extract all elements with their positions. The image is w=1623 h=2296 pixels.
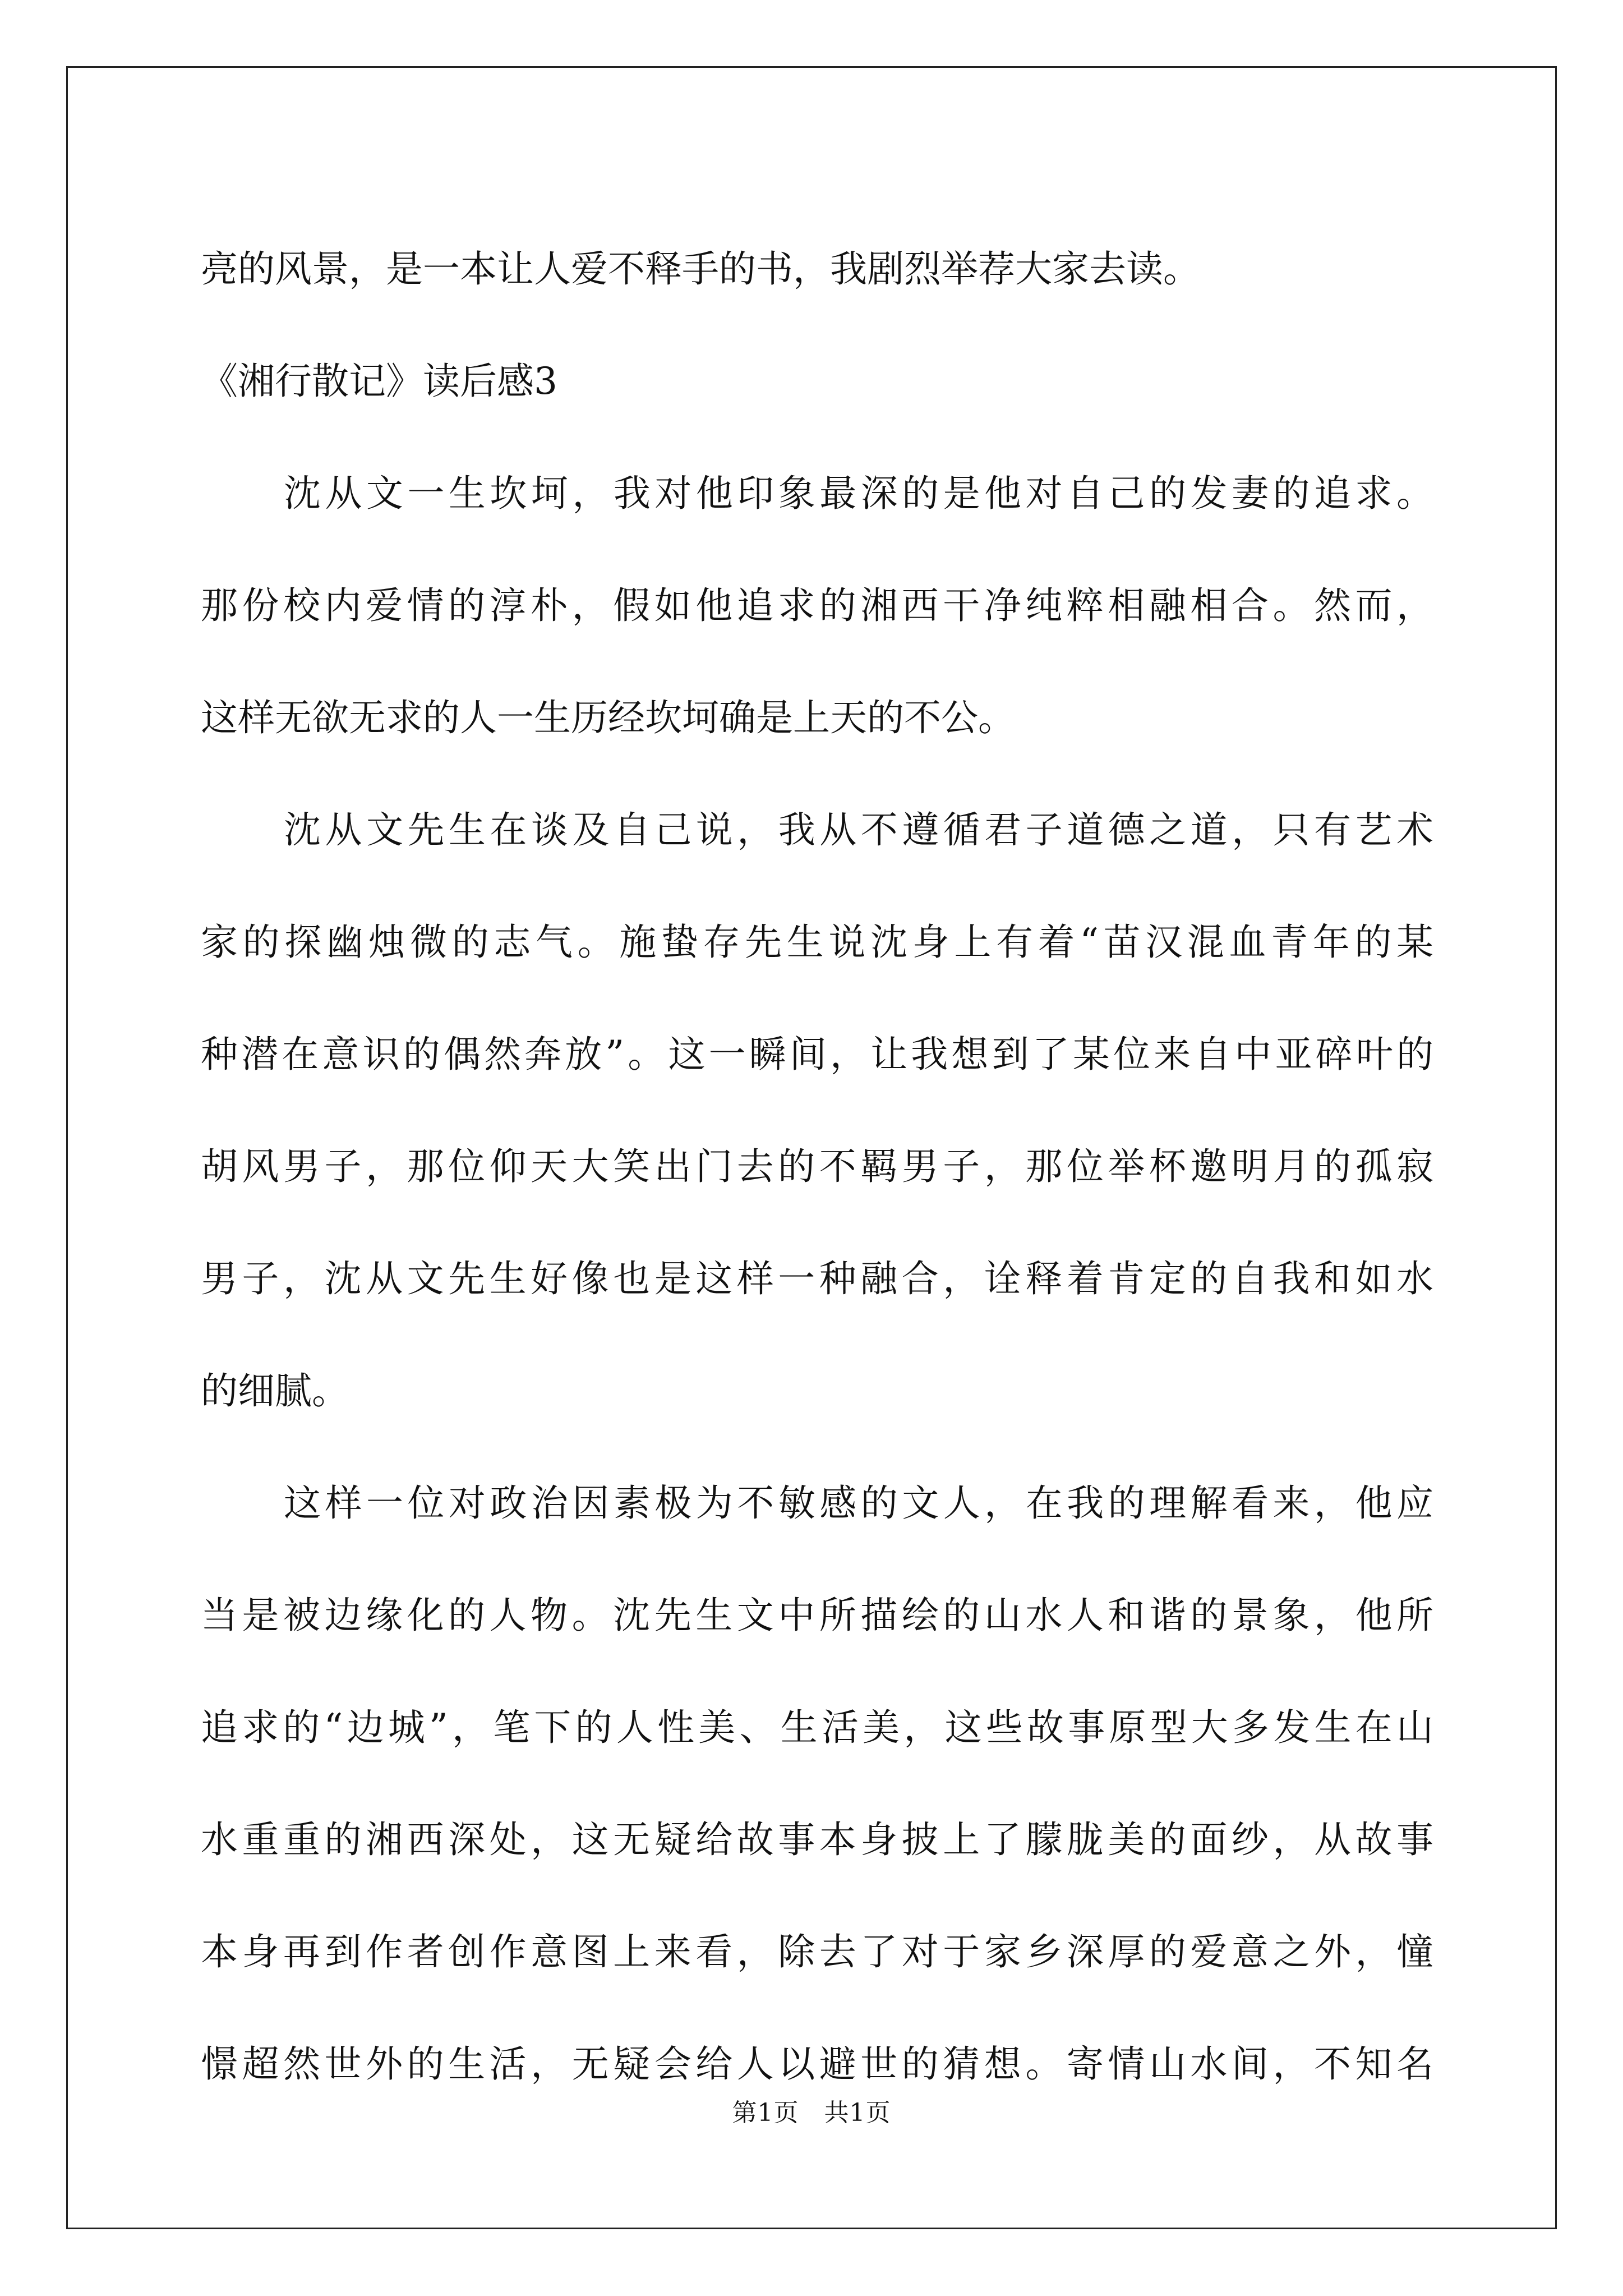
text-line: 胡风男子，那位仰天大笑出门去的不羁男子，那位举杯邀明月的孤寂 bbox=[201, 1145, 1433, 1188]
text-line: 的细腻。 bbox=[201, 1369, 349, 1412]
text-line: 本身再到作者创作意图上来看，除去了对于家乡深厚的爱意之外，憧 bbox=[201, 1930, 1433, 1973]
text-line: 当是被边缘化的人物。沈先生文中所描绘的山水人和谐的景象，他所 bbox=[201, 1594, 1433, 1637]
text-line: 家的探幽烛微的志气。施蛰存先生说沈身上有着“苗汉混血青年的某 bbox=[201, 921, 1433, 964]
paragraph-line: 沈从文一生坎坷，我对他印象最深的是他对自己的发妻的追求。 bbox=[284, 472, 1433, 515]
document-body bbox=[201, 213, 1433, 2120]
text-line: 憬超然世外的生活，无疑会给人以避世的猜想。寄情山水间，不知名 bbox=[201, 2042, 1433, 2086]
text-line: 这样无欲无求的人一生历经坎坷确是上天的不公。 bbox=[201, 696, 1015, 739]
text-line: 那份校内爱情的淳朴，假如他追求的湘西干净纯粹相融相合。然而， bbox=[201, 584, 1433, 627]
paragraph-line: 沈从文先生在谈及自己说，我从不遵循君子道德之道，只有艺术 bbox=[284, 808, 1433, 852]
text-line: 男子，沈从文先生好像也是这样一种融合，诠释着肯定的自我和如水 bbox=[201, 1257, 1433, 1300]
section-heading: 《湘行散记》读后感3 bbox=[201, 360, 557, 403]
text-line: 种潜在意识的偶然奔放”。这一瞬间，让我想到了某位来自中亚碎叶的 bbox=[201, 1033, 1433, 1076]
text-line: 水重重的湘西深处，这无疑给故事本身披上了朦胧美的面纱，从故事 bbox=[201, 1818, 1433, 1861]
text-line: 亮的风景，是一本让人爱不释手的书，我剧烈举荐大家去读。 bbox=[201, 247, 1200, 291]
text-line: 追求的“边城”，笔下的人性美、生活美，这些故事原型大多发生在山 bbox=[201, 1706, 1433, 1749]
page-number-footer: 第1页 共1页 bbox=[732, 2099, 891, 2127]
paragraph-line: 这样一位对政治因素极为不敏感的文人，在我的理解看来，他应 bbox=[284, 1481, 1433, 1525]
